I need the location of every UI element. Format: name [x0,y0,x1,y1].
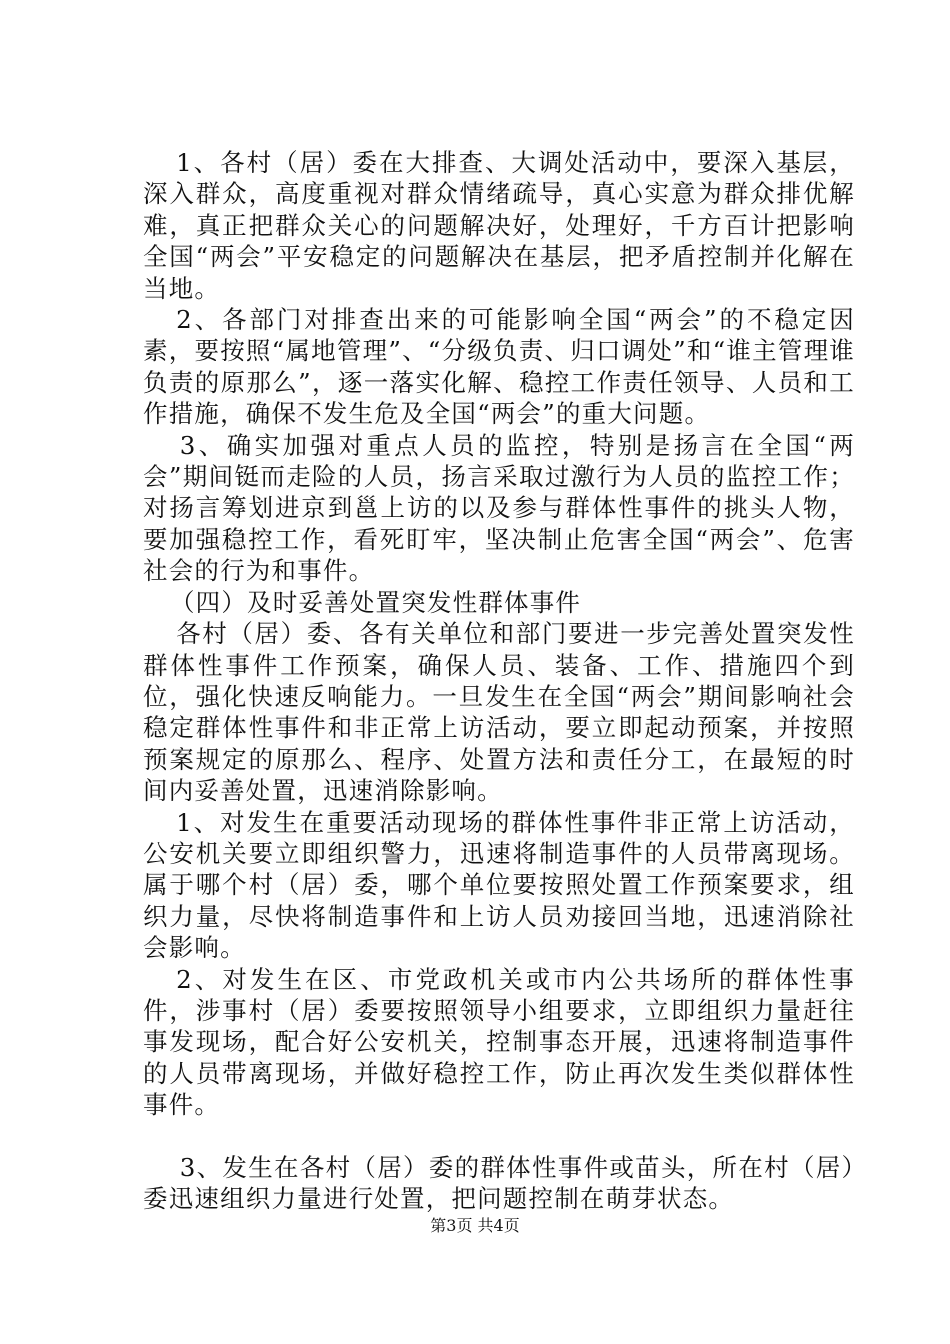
section-heading-4: （四）及时妥善处置突发性群体事件 [169,587,582,617]
paragraph-6: 1、对发生在重要活动现场的群体性事件非正常上访活动，公安机关要立即组织警力，迅速将制造事件的人员带离现场。属于哪个村（居）委，哪个单位要按照处置工作预案要求，组织力量，尽快将制造事件和上访人员劝接回当地，迅速消除社会影响。 [143,807,855,963]
paragraph-5: 各村（居）委、各有关单位和部门要进一步完善处置突发性群体性事件工作预案，确保人员、装备、工作、措施四个到位，强化快速反响能力。一旦发生在全国“两会”期间影响社会稳定群体性事件和非正常上访活动，要立即起动预案，并按照预案规定的原那么、程序、处置方法和责任分工，在最短的时间内妥善处置，迅速消除影响。 [143,619,855,806]
paragraph-1: 1、各村（居）委在大排查、大调处活动中，要深入基层，深入群众，高度重视对群众情绪疏导，真心实意为群众排优解难，真正把群众关心的问题解决好，处理好，千方百计把影响全国“两会”平安稳定的问题解决在基层，把矛盾控制并化解在当地。 [143,148,855,303]
paragraph-8: 3、发生在各村（居）委的群体性事件或苗头，所在村（居）委迅速组织力量进行处置，把问题控制在萌芽状态。 [143,1152,855,1213]
paragraph-7: 2、对发生在区、市党政机关或市内公共场所的群体性事件，涉事村（居）委要按照领导小组要求，立即组织力量赶往事发现场，配合好公安机关，控制事态开展，迅速将制造事件的人员带离现场，并做好稳控工作，防止再次发生类似群体性事件。 [143,964,855,1120]
paragraph-3: 3、确实加强对重点人员的监控，特别是扬言在全国“两会”期间铤而走险的人员，扬言采取过激行为人员的监控工作；对扬言筹划进京到邕上访的以及参与群体性事件的挑头人物，要加强稳控工作，看死盯牢，坚决制止危害全国“两会”、危害社会的行为和事件。 [143,430,855,586]
document-body [143,147,855,1214]
page-number-label: 第3页 共4页 [430,1216,520,1235]
paragraph-2: 2、各部门对排查出来的可能影响全国“两会”的不稳定因素，要按照“属地管理”、“分级负责、归口调处”和“谁主管理谁负责的原那么”，逐一落实化解、稳控工作责任领导、人员和工作措施，确保不发生危及全国“两会”的重大问题。 [143,305,855,429]
paragraph-gap [143,1121,855,1152]
page-footer [0,1216,950,1236]
